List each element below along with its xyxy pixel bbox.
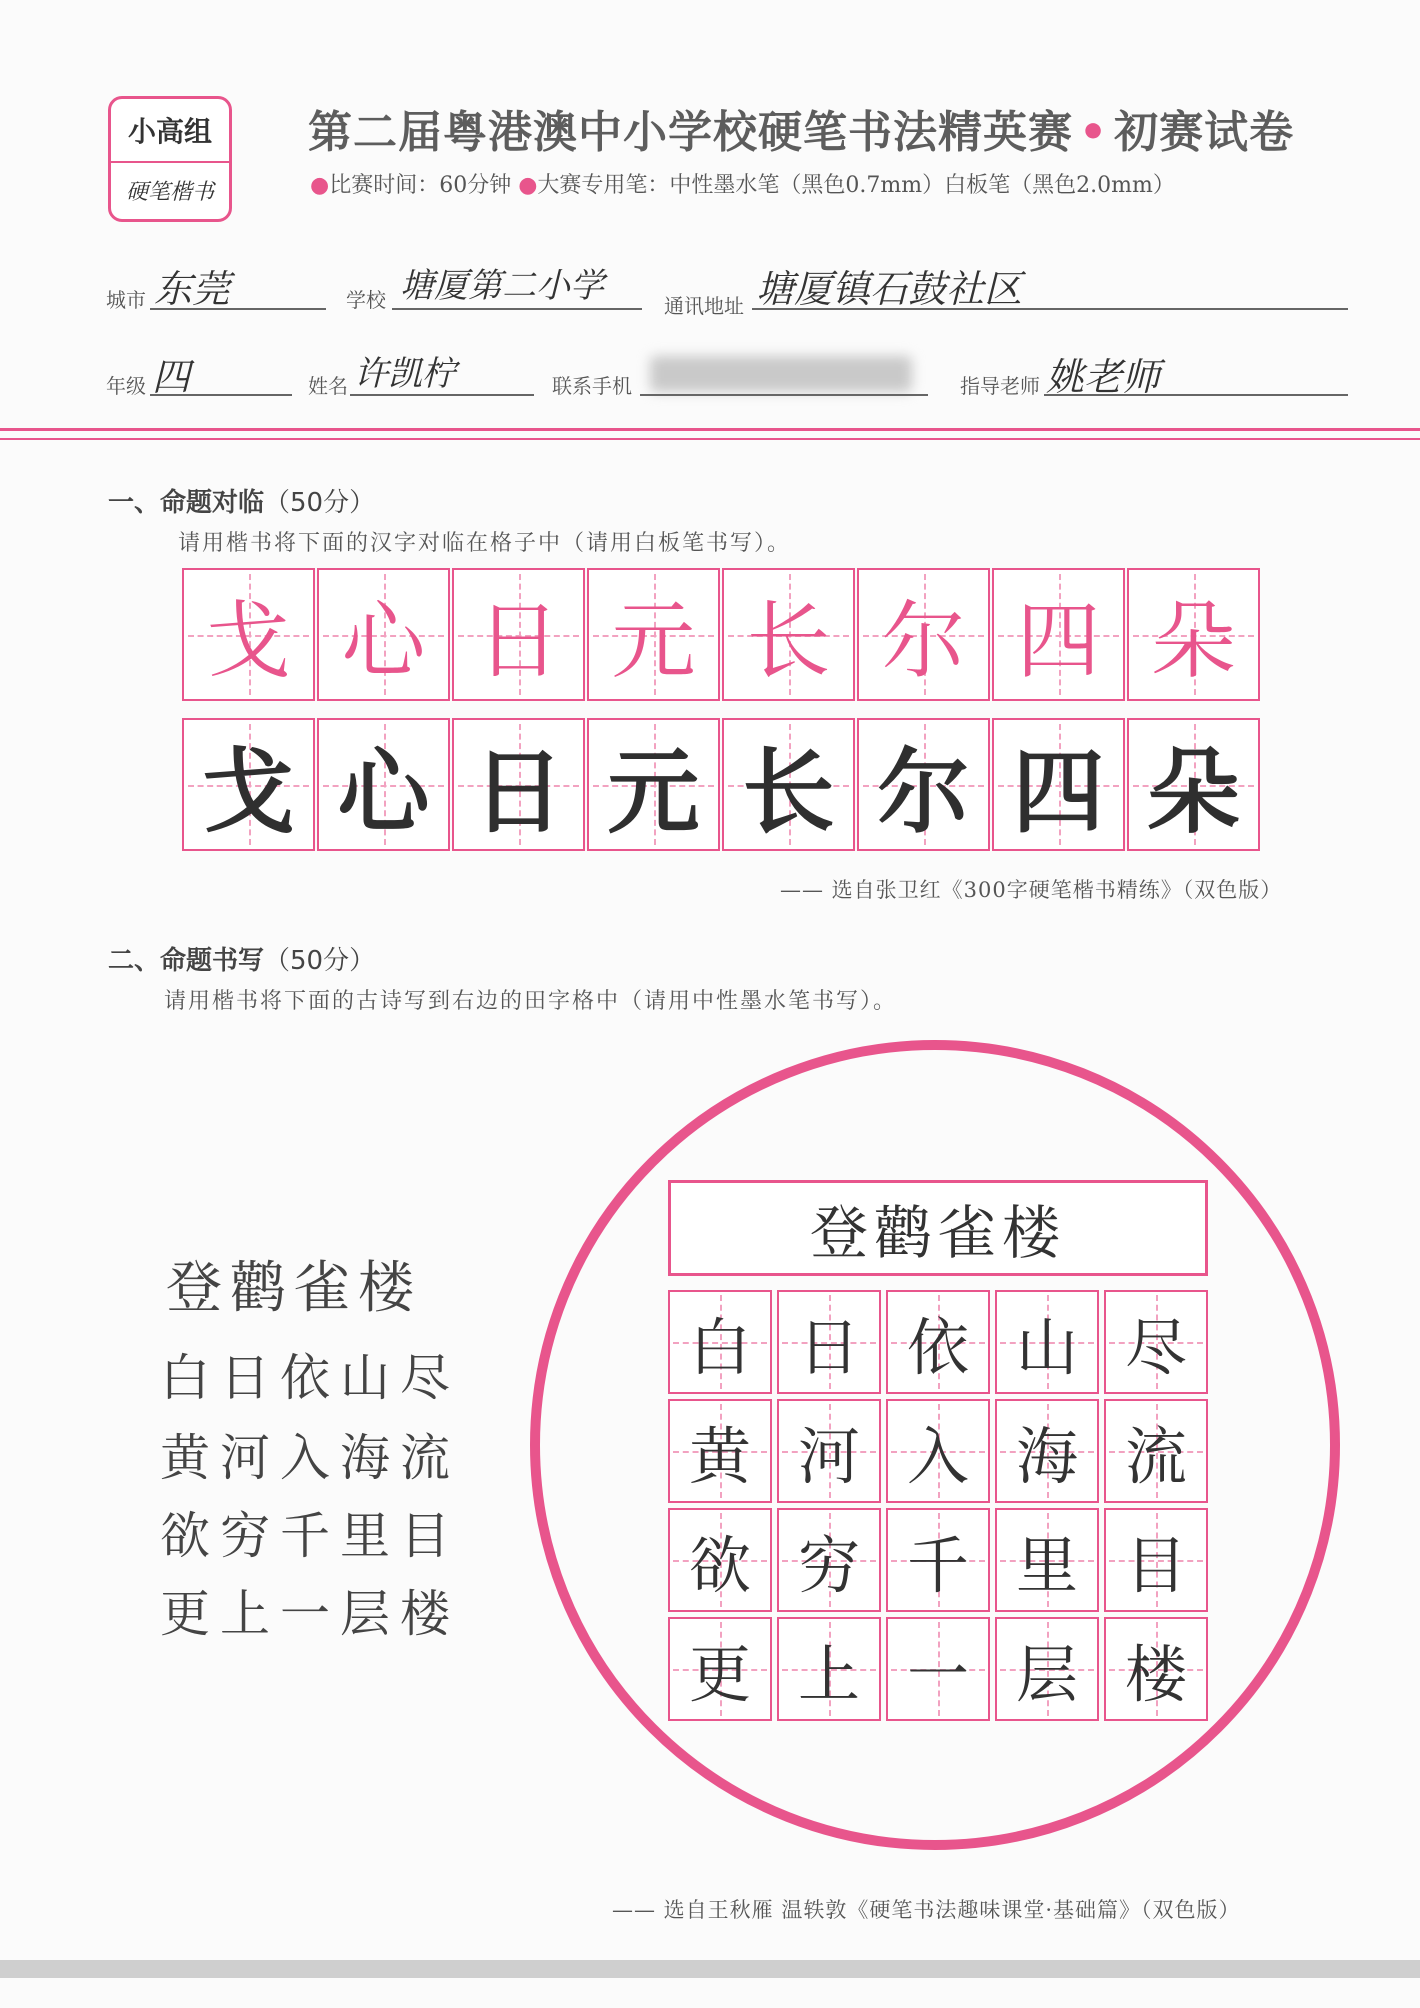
city-label: 城市 — [106, 288, 146, 312]
handwritten-char: 黄 — [688, 1419, 751, 1493]
address-line — [752, 308, 1348, 310]
answer-title-text: 登鹳雀楼 — [809, 1199, 1066, 1267]
poem-title: 登鹳雀楼 — [166, 1256, 422, 1321]
handwritten-char: 入 — [906, 1419, 969, 1493]
model-cell: 日 — [452, 568, 585, 701]
city-line — [150, 308, 326, 310]
handwritten-char: 日 — [797, 1310, 860, 1384]
section1-title: 一、命题对临（50分） — [108, 488, 376, 518]
poem-line: 黄河入海流 — [160, 1429, 460, 1487]
title-dot: • — [1079, 107, 1109, 158]
name-value[interactable]: 许凯柠 — [354, 354, 456, 394]
group-badge — [108, 96, 232, 222]
phone-label: 联系手机 — [552, 374, 632, 398]
handwritten-char: 更 — [688, 1637, 751, 1711]
answer-grid-cell[interactable] — [995, 1290, 1099, 1394]
address-label: 通讯地址 — [664, 294, 744, 318]
address-value[interactable]: 塘厦镇石鼓社区 — [756, 267, 1023, 311]
model-cell: 四 — [992, 568, 1125, 701]
answer-cell[interactable]: 尔 — [857, 718, 990, 851]
answer-grid-cell[interactable] — [668, 1290, 772, 1394]
handwritten-char: 千 — [906, 1528, 969, 1602]
section1-instructions: 请用楷书将下面的汉字对临在格子中（请用白板笔书写）。 — [178, 531, 792, 556]
model-char-row — [182, 568, 1262, 701]
handwritten-char: 海 — [1015, 1419, 1078, 1493]
phone-value-redacted — [650, 356, 912, 392]
section2-source: —— 选自王秋雁 温轶敦《硬笔书法趣味课堂·基础篇》（双色版） — [612, 1898, 1241, 1922]
handwritten-char: 目 — [1124, 1528, 1187, 1602]
grade-line — [150, 394, 292, 396]
answer-cell[interactable]: 戈 — [182, 718, 315, 851]
answer-cell[interactable]: 心 — [317, 718, 450, 851]
handwritten-char: 河 — [797, 1419, 860, 1493]
name-label: 姓名 — [308, 374, 348, 398]
answer-grid-cell[interactable] — [995, 1508, 1099, 1612]
handwritten-char: 欲 — [688, 1528, 751, 1602]
model-cell: 朵 — [1127, 568, 1260, 701]
title-tail: 初赛试卷 — [1114, 107, 1295, 158]
handwritten-char: 里 — [1015, 1528, 1078, 1602]
answer-grid-cell[interactable] — [1104, 1617, 1208, 1721]
exam-info — [310, 168, 1175, 199]
exam-time: 比赛时间：60分钟 — [329, 173, 512, 198]
poem-line: 更上一层楼 — [160, 1585, 460, 1643]
poem-line: 白日依山尽 — [160, 1349, 460, 1407]
answer-cell[interactable]: 四 — [992, 718, 1125, 851]
answer-grid-cell[interactable] — [886, 1617, 990, 1721]
answer-cell[interactable]: 元 — [587, 718, 720, 851]
answer-grid-cell[interactable] — [995, 1399, 1099, 1503]
handwritten-char: 白 — [688, 1310, 751, 1384]
answer-grid-cell[interactable] — [777, 1508, 881, 1612]
answer-grid-cell[interactable] — [886, 1508, 990, 1612]
answer-grid-cell[interactable] — [668, 1399, 772, 1503]
handwritten-char: 穷 — [797, 1528, 860, 1602]
answer-grid-cell[interactable] — [1104, 1399, 1208, 1503]
answer-grid-cell[interactable] — [995, 1617, 1099, 1721]
answer-grid-cell[interactable] — [886, 1399, 990, 1503]
teacher-line — [1044, 394, 1348, 396]
poem-line: 欲穷千里目 — [160, 1507, 460, 1565]
handwritten-char: 楼 — [1124, 1637, 1187, 1711]
city-value[interactable]: 东莞 — [154, 267, 231, 311]
handwritten-char: 层 — [1015, 1637, 1078, 1711]
answer-grid-cell[interactable] — [886, 1290, 990, 1394]
handwritten-char: 流 — [1124, 1419, 1187, 1493]
answer-cell[interactable]: 朵 — [1127, 718, 1260, 851]
handwritten-char: 依 — [906, 1310, 969, 1384]
school-label: 学校 — [346, 288, 386, 312]
answer-grid-cell[interactable] — [777, 1399, 881, 1503]
section2-title: 二、命题书写（50分） — [108, 946, 376, 976]
answer-grid-cell[interactable] — [777, 1290, 881, 1394]
badge-group-label: 小高组 — [111, 99, 229, 163]
page-title — [308, 96, 1294, 160]
model-cell: 戈 — [182, 568, 315, 701]
handwritten-char: 一 — [906, 1637, 969, 1711]
section2-instructions: 请用楷书将下面的古诗写到右边的田字格中（请用中性墨水笔书写）。 — [164, 989, 898, 1014]
badge-style-label: 硬笔楷书 — [125, 179, 214, 205]
grade-label: 年级 — [106, 374, 146, 398]
model-cell: 长 — [722, 568, 855, 701]
teacher-value[interactable]: 姚老师 — [1046, 355, 1161, 399]
teacher-label: 指导老师 — [960, 374, 1040, 398]
answer-grid-cell[interactable] — [1104, 1290, 1208, 1394]
answer-cell[interactable]: 日 — [452, 718, 585, 851]
school-value[interactable]: 塘厦第二小学 — [400, 266, 604, 306]
phone-line — [640, 394, 928, 396]
handwritten-char: 上 — [797, 1637, 860, 1711]
answer-grid-cell[interactable] — [668, 1617, 772, 1721]
model-cell: 尔 — [857, 568, 990, 701]
bullet-icon: ● — [310, 173, 330, 198]
title-main: 第二届粤港澳中小学校硬笔书法精英赛 — [308, 107, 1073, 158]
exam-pens: 大赛专用笔：中性墨水笔（黑色0.7mm）白板笔（黑色2.0mm） — [537, 173, 1175, 198]
handwritten-char: 尽 — [1124, 1310, 1187, 1384]
answer-title-box[interactable] — [668, 1180, 1208, 1276]
header-divider-thin — [0, 438, 1420, 440]
answer-cell[interactable]: 长 — [722, 718, 855, 851]
answer-grid-cell[interactable] — [777, 1617, 881, 1721]
model-cell: 元 — [587, 568, 720, 701]
answer-grid-cell[interactable] — [1104, 1508, 1208, 1612]
grade-value[interactable]: 四 — [152, 355, 191, 399]
school-line — [392, 308, 642, 310]
answer-grid-cell[interactable] — [668, 1508, 772, 1612]
model-cell: 心 — [317, 568, 450, 701]
scan-edge — [0, 1960, 1420, 1978]
answer-char-row[interactable] — [182, 718, 1262, 851]
bullet-icon: ● — [518, 173, 538, 198]
section1-source: —— 选自张卫红《300字硬笔楷书精练》（双色版） — [780, 878, 1283, 902]
handwritten-char: 山 — [1015, 1310, 1078, 1384]
header-divider — [0, 428, 1420, 431]
name-line — [350, 394, 534, 396]
